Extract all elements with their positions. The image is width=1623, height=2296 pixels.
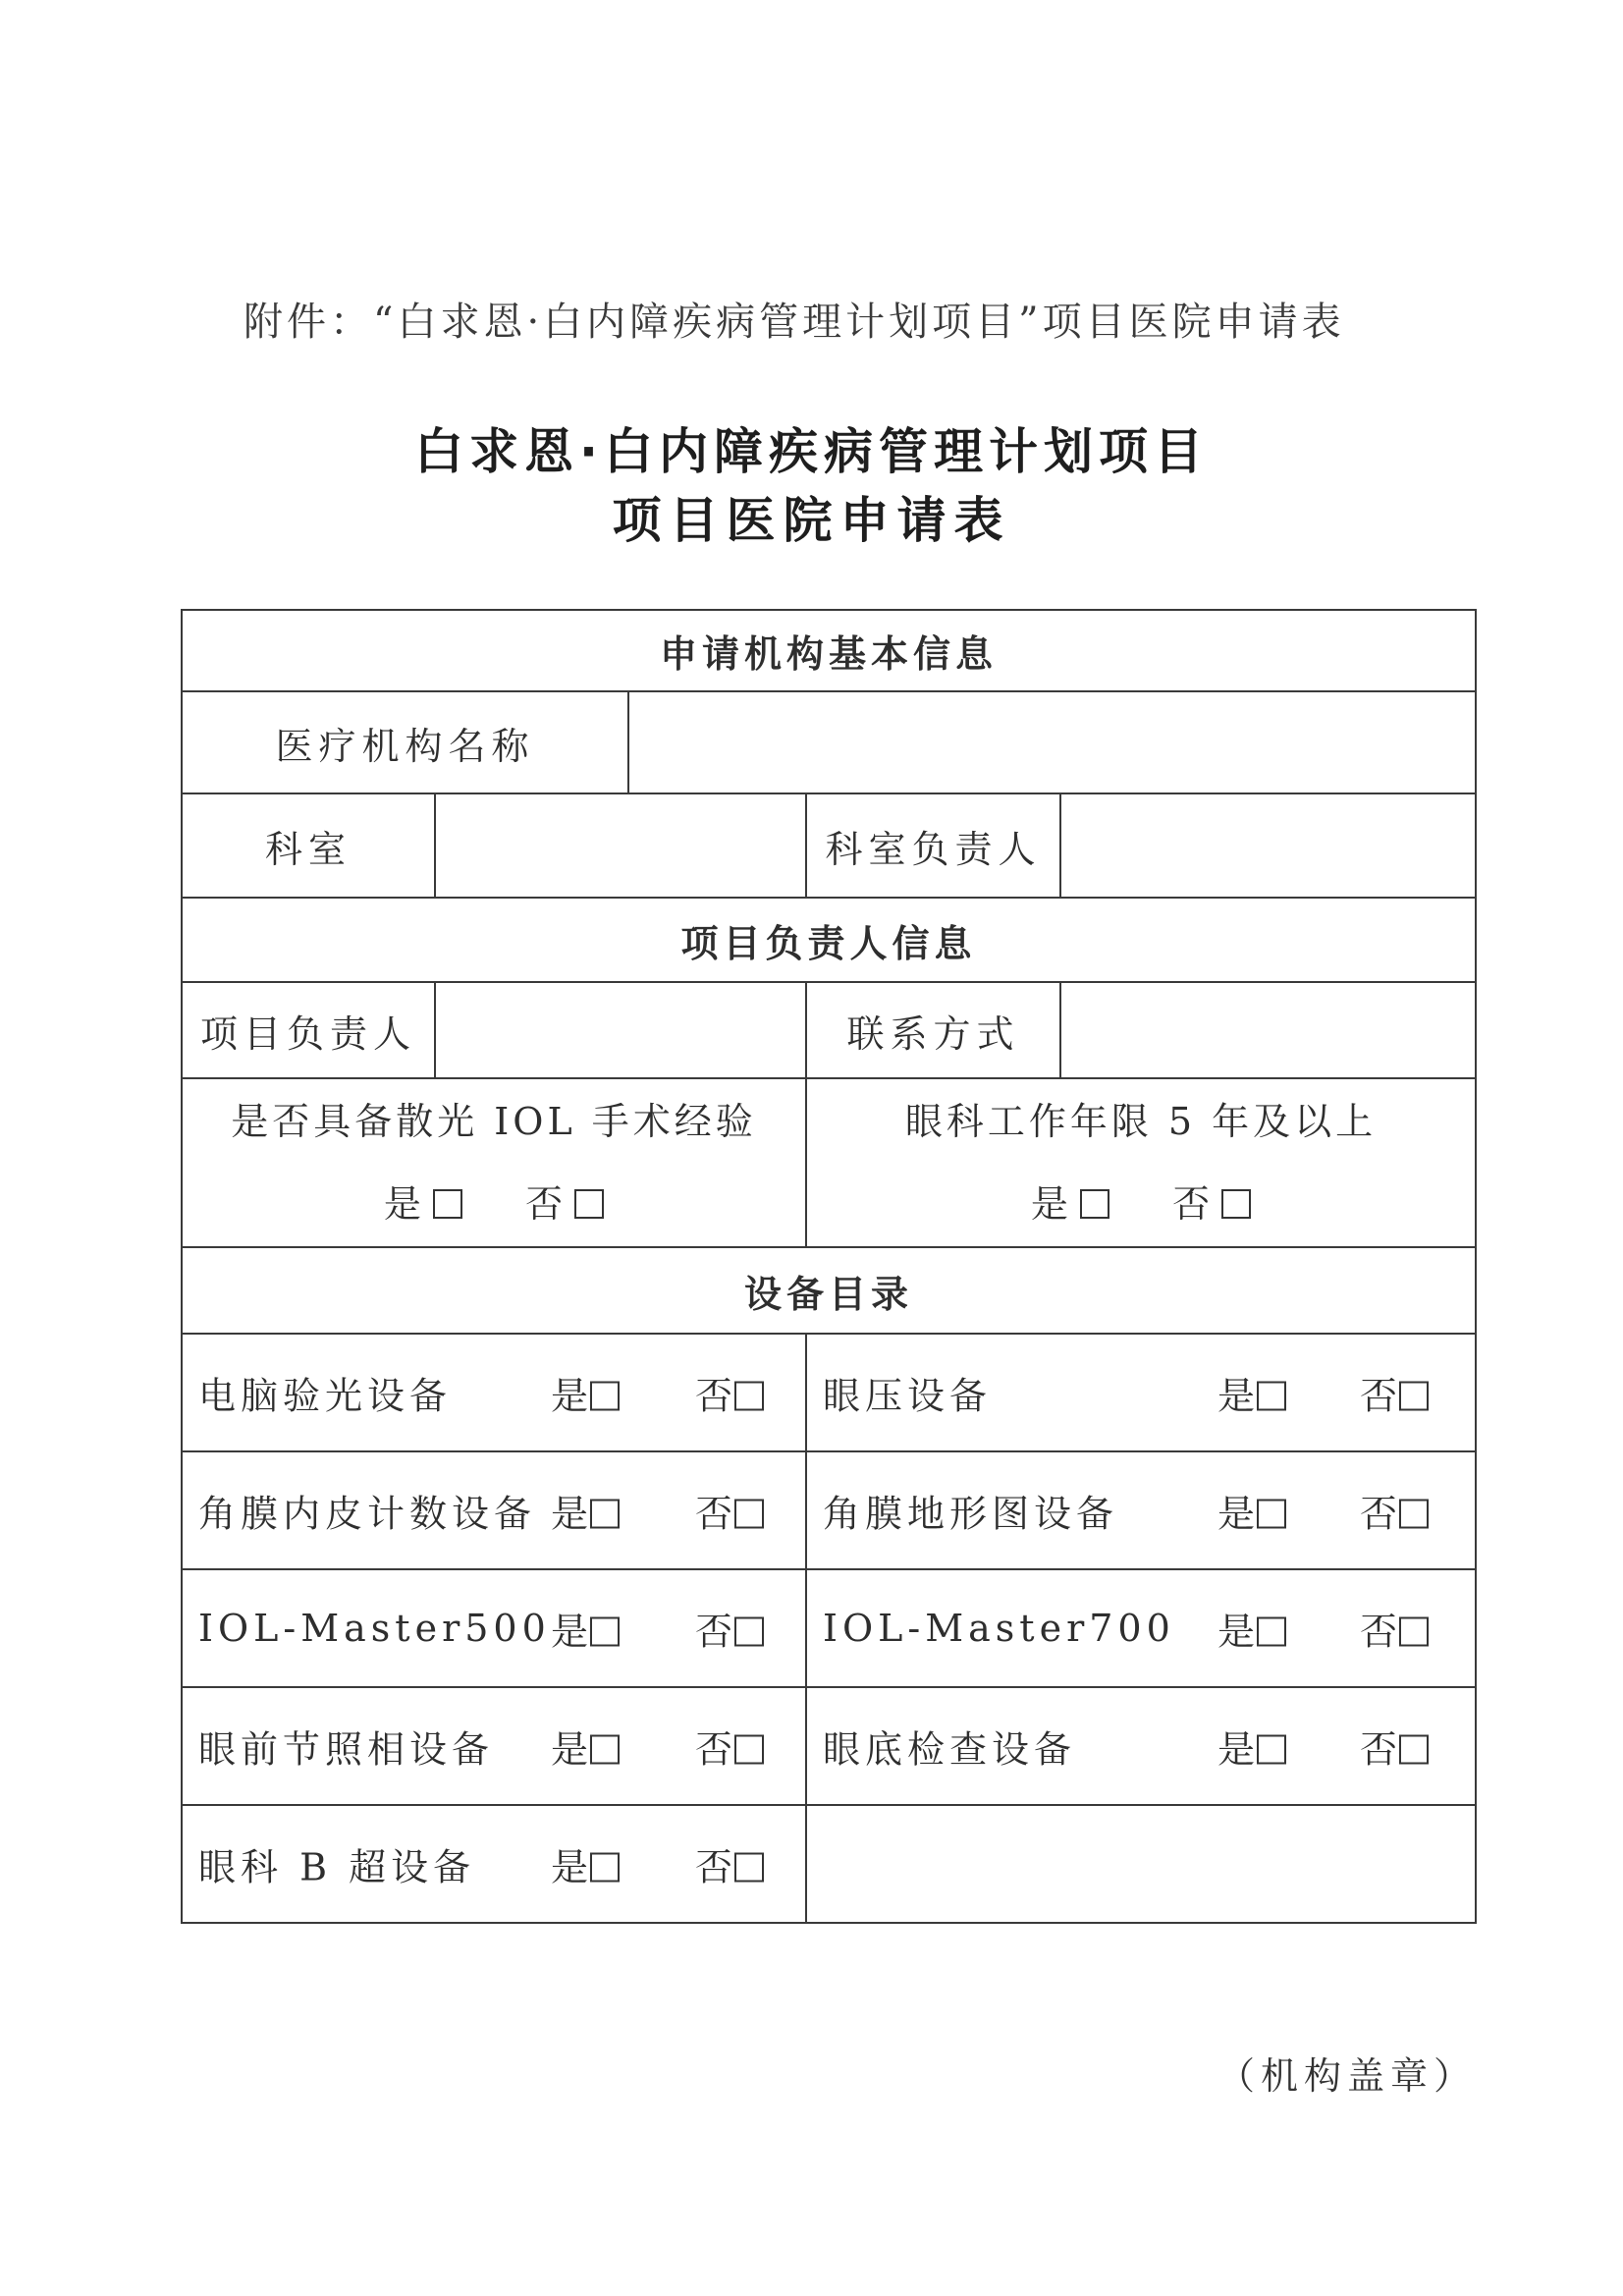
input-institution-name[interactable]	[628, 691, 1476, 793]
equipment-name: 角膜地形图设备	[823, 1492, 1119, 1536]
equipment-row	[806, 1687, 1476, 1805]
equipment-yes[interactable]: 是	[1217, 1602, 1286, 1656]
checkbox-no[interactable]	[734, 1853, 764, 1883]
option-no-label: 否	[1172, 1182, 1215, 1226]
equipment-no[interactable]: 否	[1360, 1484, 1429, 1538]
option-yes-label: 是	[383, 1182, 425, 1226]
section-basic-info: 申请机构基本信息	[182, 610, 1476, 691]
input-department[interactable]	[435, 793, 806, 898]
equipment-name: IOL-Master500	[198, 1607, 551, 1650]
equipment-yes[interactable]: 是	[1217, 1366, 1286, 1420]
equipment-yes[interactable]: 是	[551, 1720, 620, 1774]
equipment-no[interactable]: 否	[695, 1720, 764, 1774]
equipment-row	[182, 1805, 806, 1923]
equipment-no[interactable]: 否	[1360, 1602, 1429, 1656]
checkbox-yes[interactable]	[1257, 1735, 1286, 1765]
equipment-name: 电脑验光设备	[198, 1374, 453, 1418]
input-department-head[interactable]	[1060, 793, 1476, 898]
checkbox-no[interactable]	[574, 1189, 604, 1219]
equipment-name: 眼压设备	[823, 1374, 993, 1418]
equipment-no[interactable]: 否	[695, 1837, 764, 1891]
checkbox-no[interactable]	[734, 1500, 764, 1529]
equipment-name: IOL-Master700	[823, 1607, 1175, 1650]
checkbox-yes[interactable]	[590, 1735, 620, 1765]
institution-seal-note: （机构盖章）	[1217, 2054, 1478, 2098]
equipment-name: 眼前节照相设备	[198, 1727, 495, 1772]
equipment-no[interactable]: 否	[695, 1602, 764, 1656]
equipment-yes[interactable]: 是	[551, 1366, 620, 1420]
option-yes[interactable]	[1031, 1163, 1109, 1245]
label-department-head: 科室负责人	[806, 793, 1060, 898]
equipment-row	[182, 1687, 806, 1805]
label-contact: 联系方式	[806, 982, 1060, 1078]
form-title-line2: 项目医院申请表	[612, 492, 1011, 549]
input-project-leader[interactable]	[435, 982, 806, 1078]
option-no[interactable]	[1172, 1163, 1251, 1245]
equipment-row	[182, 1451, 806, 1569]
equipment-no[interactable]: 否	[695, 1366, 764, 1420]
equipment-name: 眼底检查设备	[823, 1727, 1077, 1772]
question-astigmatism-iol	[182, 1078, 806, 1247]
option-yes-label: 是	[1030, 1182, 1072, 1226]
label-institution-name: 医疗机构名称	[182, 691, 628, 793]
equipment-yes[interactable]: 是	[551, 1602, 620, 1656]
application-form-table	[181, 609, 1477, 1924]
equipment-name: 角膜内皮计数设备	[198, 1492, 537, 1536]
label-department: 科室	[182, 793, 435, 898]
annex-heading: 附件：“白求恩·白内障疾病管理计划项目”项目医院申请表	[243, 300, 1345, 345]
equipment-no[interactable]: 否	[695, 1484, 764, 1538]
equipment-no[interactable]: 否	[1360, 1366, 1429, 1420]
question-text: 眼科工作年限 5 年及以上	[904, 1100, 1378, 1143]
option-no[interactable]	[525, 1163, 604, 1245]
input-contact[interactable]	[1060, 982, 1476, 1078]
checkbox-yes[interactable]	[590, 1382, 620, 1411]
checkbox-yes[interactable]	[1257, 1500, 1286, 1529]
equipment-yes[interactable]: 是	[551, 1837, 620, 1891]
empty-cell	[806, 1805, 1476, 1923]
question-text: 是否具备散光 IOL 手术经验	[231, 1100, 757, 1143]
checkbox-no[interactable]	[734, 1617, 764, 1647]
equipment-row	[806, 1451, 1476, 1569]
equipment-row	[806, 1334, 1476, 1451]
checkbox-yes[interactable]	[590, 1853, 620, 1883]
checkbox-yes[interactable]	[590, 1617, 620, 1647]
option-yes[interactable]	[384, 1163, 462, 1245]
option-no-label: 否	[525, 1182, 568, 1226]
checkbox-yes[interactable]	[433, 1189, 462, 1219]
checkbox-no[interactable]	[734, 1382, 764, 1411]
equipment-name: 眼科 B 超设备	[198, 1845, 476, 1889]
checkbox-yes[interactable]	[1080, 1189, 1109, 1219]
checkbox-no[interactable]	[734, 1735, 764, 1765]
equipment-yes[interactable]: 是	[1217, 1720, 1286, 1774]
checkbox-no[interactable]	[1399, 1617, 1429, 1647]
checkbox-no[interactable]	[1399, 1382, 1429, 1411]
equipment-row	[806, 1569, 1476, 1687]
checkbox-yes[interactable]	[1257, 1382, 1286, 1411]
equipment-yes[interactable]: 是	[551, 1484, 620, 1538]
equipment-no[interactable]: 否	[1360, 1720, 1429, 1774]
equipment-row	[182, 1334, 806, 1451]
checkbox-yes[interactable]	[1257, 1617, 1286, 1647]
checkbox-no[interactable]	[1399, 1735, 1429, 1765]
equipment-row	[182, 1569, 806, 1687]
label-project-leader: 项目负责人	[182, 982, 435, 1078]
section-equipment: 设备目录	[182, 1247, 1476, 1334]
checkbox-no[interactable]	[1399, 1500, 1429, 1529]
section-leader-info: 项目负责人信息	[182, 898, 1476, 982]
question-ophthalmology-years	[806, 1078, 1476, 1247]
checkbox-yes[interactable]	[590, 1500, 620, 1529]
equipment-yes[interactable]: 是	[1217, 1484, 1286, 1538]
checkbox-no[interactable]	[1221, 1189, 1251, 1219]
form-title-line1: 白求恩·白内障疾病管理计划项目	[414, 423, 1209, 480]
